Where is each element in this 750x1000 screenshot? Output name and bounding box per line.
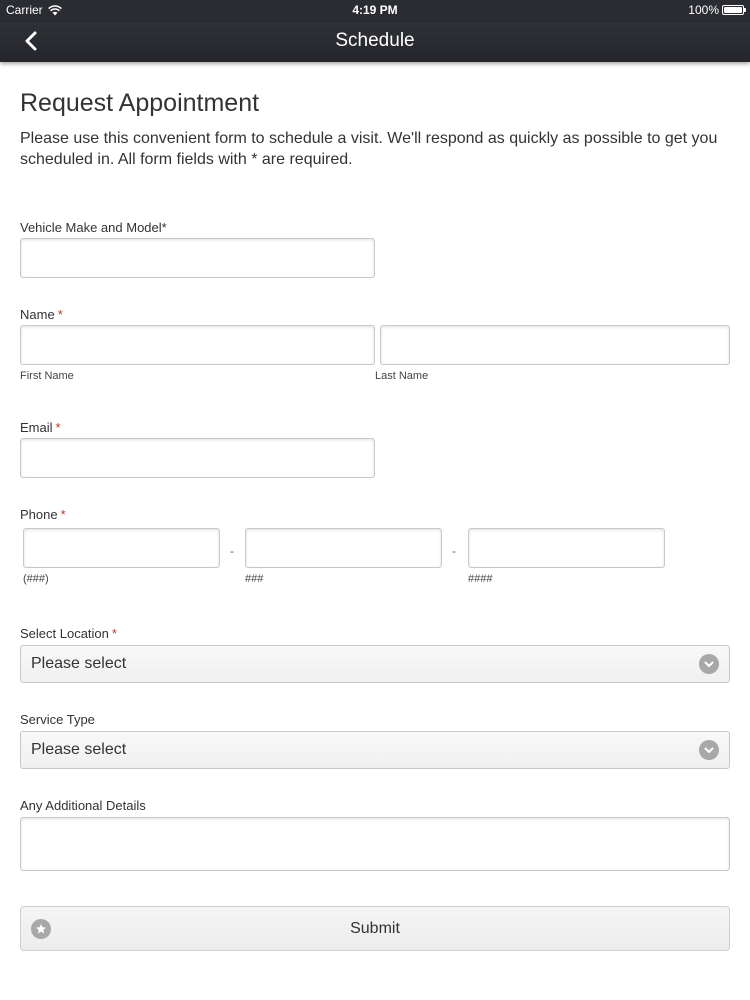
last-name-sublabel: Last Name (375, 370, 429, 382)
battery (688, 3, 744, 17)
email-input[interactable] (20, 438, 375, 478)
last-name-input[interactable] (380, 325, 730, 365)
service-label: Service Type (20, 712, 95, 727)
location-label-text: Select Location (20, 626, 109, 641)
name-label-text: Name (20, 307, 55, 322)
details-label: Any Additional Details (20, 798, 146, 813)
name-required-mark: * (57, 307, 63, 322)
phone-required-mark: * (60, 507, 66, 522)
vehicle-label: Vehicle Make and Model* (20, 220, 167, 235)
chevron-down-icon (699, 654, 719, 674)
phone-label (20, 507, 66, 522)
nav-bar (0, 22, 750, 62)
status-bar (0, 0, 750, 22)
location-required-mark: * (111, 626, 117, 641)
phone-prefix-sublabel: ### (245, 573, 264, 585)
service-select[interactable] (20, 731, 730, 769)
service-select-value: Please select (31, 741, 127, 758)
clock: 4:19 PM (352, 3, 398, 17)
chevron-down-icon (699, 740, 719, 760)
location-select[interactable] (20, 645, 730, 683)
phone-area-input[interactable] (23, 528, 220, 568)
carrier-label: Carrier (6, 3, 43, 17)
intro-text: Please use this convenient form to schedule a visit. We'll respond as quickly as possible to get you scheduled in. All form fields with * are required. (20, 130, 718, 168)
phone-line-input[interactable] (468, 528, 665, 568)
first-name-sublabel: First Name (20, 370, 74, 382)
page-title: Request Appointment (20, 89, 260, 117)
email-label (20, 420, 61, 435)
phone-label-text: Phone (20, 507, 58, 522)
phone-line-sublabel: #### (468, 573, 493, 585)
vehicle-input[interactable] (20, 238, 375, 278)
phone-separator-1: - (230, 544, 234, 558)
name-label (20, 307, 63, 322)
email-label-text: Email (20, 420, 53, 435)
details-textarea[interactable] (20, 817, 730, 871)
phone-prefix-input[interactable] (245, 528, 442, 568)
location-select-value: Please select (31, 655, 127, 672)
battery-icon (722, 5, 744, 15)
submit-label: Submit (350, 920, 400, 937)
first-name-input[interactable] (20, 325, 375, 365)
phone-separator-2: - (452, 544, 456, 558)
battery-percent: 100% (688, 3, 719, 17)
email-required-mark: * (55, 420, 61, 435)
nav-title: Schedule (335, 30, 415, 51)
location-label (20, 626, 117, 641)
submit-button[interactable] (20, 906, 730, 951)
phone-area-sublabel: (###) (23, 573, 49, 585)
